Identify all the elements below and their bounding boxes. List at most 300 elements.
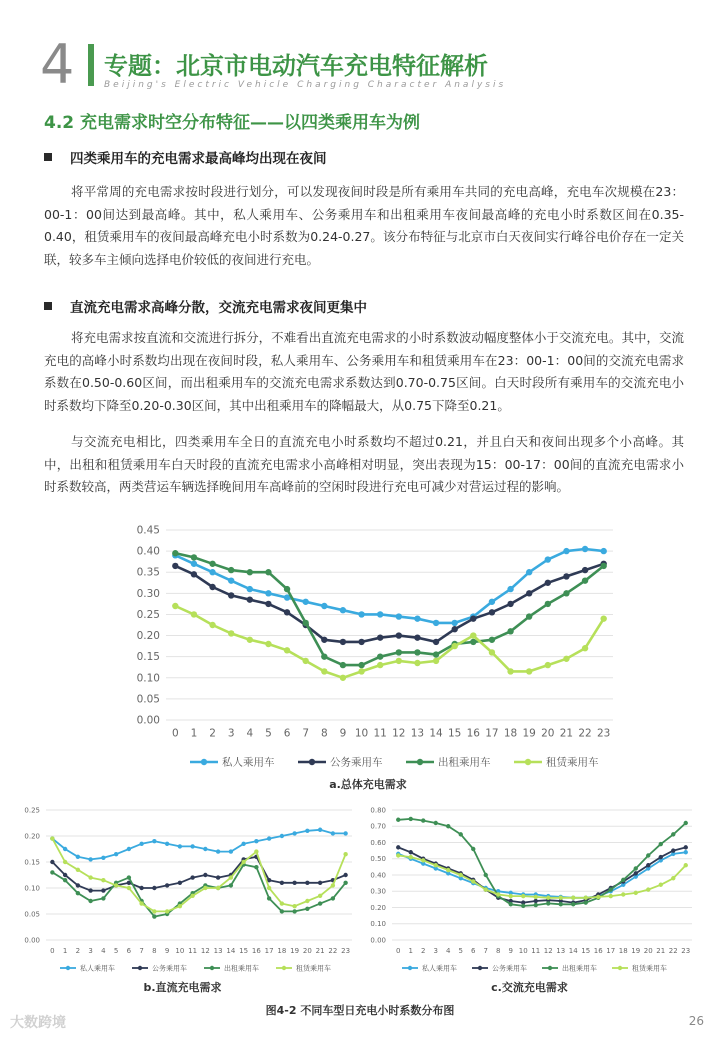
x-tick-label: 0 <box>50 947 55 955</box>
legend-marker <box>417 759 423 765</box>
data-point <box>190 894 194 898</box>
data-point <box>318 901 322 905</box>
x-tick-label: 1 <box>408 947 413 955</box>
data-point <box>563 573 569 579</box>
data-point <box>331 896 335 900</box>
legend-marker <box>548 966 552 970</box>
series-line <box>175 564 603 642</box>
x-tick-label: 9 <box>508 947 513 955</box>
x-tick-label: 20 <box>643 947 653 955</box>
data-point <box>459 873 463 877</box>
x-tick-label: 0 <box>171 727 179 740</box>
data-point <box>292 909 296 913</box>
page-number: 26 <box>688 1014 704 1028</box>
data-point <box>152 886 156 890</box>
data-point <box>409 855 413 859</box>
y-tick-label: 0.05 <box>136 693 160 706</box>
data-point <box>209 622 215 628</box>
data-point <box>321 653 327 659</box>
x-tick-label: 0 <box>396 947 401 955</box>
x-tick-label: 13 <box>213 947 223 955</box>
legend-marker <box>66 966 70 970</box>
x-tick-label: 14 <box>568 947 578 955</box>
data-point <box>152 839 156 843</box>
x-tick-label: 4 <box>246 727 254 740</box>
data-point <box>358 611 364 617</box>
data-point <box>63 847 67 851</box>
data-point <box>521 904 525 908</box>
data-point <box>88 875 92 879</box>
data-point <box>509 902 513 906</box>
data-point <box>634 891 638 895</box>
data-point <box>582 645 588 651</box>
x-tick-label: 2 <box>209 727 216 740</box>
x-tick-label: 6 <box>471 947 476 955</box>
data-point <box>241 860 245 864</box>
data-point <box>571 902 575 906</box>
data-point <box>302 620 308 626</box>
data-point <box>433 620 439 626</box>
data-point <box>396 632 402 638</box>
y-tick-label: 0.20 <box>136 630 160 643</box>
data-point <box>446 824 450 828</box>
data-point <box>507 668 513 674</box>
data-point <box>634 871 638 875</box>
data-point <box>433 639 439 645</box>
data-point <box>600 563 606 569</box>
data-point <box>321 603 327 609</box>
x-tick-label: 3 <box>433 947 438 955</box>
data-point <box>489 599 495 605</box>
data-point <box>571 896 575 900</box>
paragraph-3: 与交流充电相比，四类乘用车全日的直流充电小时系数均不超过0.21，并且白天和夜间出现多个小高峰。其中，出租和租赁乘用车白天时段的直流充电需求小高峰相对明显，突出表现为15：00-17：00间的直流充电需求小时系数较高，两类营运车辆选择晚间用车高峰前的空闲时段进行充电可减少对营运过程的影响。 <box>44 434 684 494</box>
x-tick-label: 23 <box>681 947 691 955</box>
legend-label: 私人乘用车 <box>80 964 115 973</box>
data-point <box>377 634 383 640</box>
legend-marker <box>408 966 412 970</box>
x-tick-label: 22 <box>668 947 678 955</box>
data-point <box>88 857 92 861</box>
x-tick-label: 22 <box>328 947 338 955</box>
data-point <box>526 668 532 674</box>
x-tick-label: 5 <box>113 947 119 955</box>
data-point <box>534 903 538 907</box>
series-line <box>175 553 603 665</box>
x-tick-label: 15 <box>448 727 462 740</box>
data-point <box>534 895 538 899</box>
data-point <box>489 649 495 655</box>
data-point <box>101 856 105 860</box>
data-point <box>343 881 347 885</box>
data-point <box>459 832 463 836</box>
x-tick-label: 23 <box>597 727 611 740</box>
data-point <box>377 611 383 617</box>
data-point <box>396 613 402 619</box>
data-point <box>267 836 271 840</box>
data-point <box>414 649 420 655</box>
data-point <box>172 550 178 556</box>
y-tick-label: 0.80 <box>370 806 386 815</box>
x-tick-label: 10 <box>175 947 185 955</box>
data-point <box>292 831 296 835</box>
data-point <box>331 883 335 887</box>
data-point <box>563 656 569 662</box>
data-point <box>471 879 475 883</box>
y-tick-label: 0.10 <box>136 672 160 685</box>
data-point <box>318 828 322 832</box>
data-point <box>559 896 563 900</box>
x-tick-label: 12 <box>200 947 210 955</box>
data-point <box>229 875 233 879</box>
legend-label: 公务乘用车 <box>152 964 187 973</box>
data-point <box>63 860 67 864</box>
data-point <box>546 901 550 905</box>
data-point <box>50 870 54 874</box>
data-point <box>50 860 54 864</box>
data-point <box>139 842 143 846</box>
y-tick-label: 0.10 <box>24 884 40 893</box>
data-point <box>321 668 327 674</box>
legend-marker <box>309 759 315 765</box>
x-tick-label: 6 <box>283 727 291 740</box>
data-point <box>216 875 220 879</box>
x-tick-label: 6 <box>126 947 132 955</box>
data-point <box>421 818 425 822</box>
data-point <box>659 842 663 846</box>
data-point <box>409 817 413 821</box>
data-point <box>228 577 234 583</box>
data-point <box>621 892 625 896</box>
y-tick-label: 0.10 <box>370 920 386 929</box>
data-point <box>267 886 271 890</box>
y-tick-label: 0.00 <box>370 936 386 945</box>
x-tick-label: 16 <box>593 947 603 955</box>
data-point <box>584 900 588 904</box>
chart-dc-demand <box>10 800 355 980</box>
y-tick-label: 0.30 <box>370 887 386 896</box>
data-point <box>172 563 178 569</box>
data-point <box>178 844 182 848</box>
data-point <box>434 821 438 825</box>
data-point <box>292 881 296 885</box>
data-point <box>496 892 500 896</box>
bullet-text: 四类乘用车的充电需求最高峰均出现在夜间 <box>70 151 327 167</box>
data-point <box>609 894 613 898</box>
data-point <box>265 569 271 575</box>
data-point <box>377 662 383 668</box>
data-point <box>414 660 420 666</box>
data-point <box>292 904 296 908</box>
data-point <box>451 620 457 626</box>
data-point <box>280 901 284 905</box>
data-point <box>254 865 258 869</box>
x-tick-label: 3 <box>88 947 93 955</box>
data-point <box>582 577 588 583</box>
x-tick-label: 19 <box>631 947 641 955</box>
legend-marker <box>618 966 622 970</box>
data-point <box>396 649 402 655</box>
x-tick-label: 21 <box>559 727 574 740</box>
data-point <box>280 881 284 885</box>
x-tick-label: 10 <box>354 727 369 740</box>
data-point <box>470 615 476 621</box>
x-tick-label: 19 <box>522 727 536 740</box>
x-tick-label: 23 <box>341 947 351 955</box>
data-point <box>609 887 613 891</box>
data-point <box>489 637 495 643</box>
data-point <box>646 853 650 857</box>
data-point <box>63 873 67 877</box>
x-tick-label: 18 <box>618 947 628 955</box>
data-point <box>507 628 513 634</box>
chapter-title: 专题：北京市电动汽车充电特征解析 <box>104 52 488 80</box>
data-point <box>545 580 551 586</box>
y-tick-label: 0.70 <box>370 822 386 831</box>
x-tick-label: 17 <box>264 947 274 955</box>
legend-marker <box>210 966 214 970</box>
data-point <box>228 567 234 573</box>
bullet-heading-1 <box>44 147 327 167</box>
data-point <box>203 873 207 877</box>
figure-title: 图4-2 不同车型日充电小时系数分布图 <box>265 1004 455 1017</box>
x-tick-label: 17 <box>606 947 616 955</box>
data-point <box>127 875 131 879</box>
x-tick-label: 9 <box>339 727 347 740</box>
data-point <box>659 883 663 887</box>
data-point <box>546 896 550 900</box>
y-tick-label: 0.15 <box>136 651 160 664</box>
data-point <box>229 849 233 853</box>
y-tick-label: 0.45 <box>136 524 160 537</box>
data-point <box>470 639 476 645</box>
data-point <box>88 899 92 903</box>
data-point <box>191 554 197 560</box>
data-point <box>254 849 258 853</box>
data-point <box>634 866 638 870</box>
data-point <box>76 868 80 872</box>
y-tick-label: 0.20 <box>24 832 40 841</box>
data-point <box>396 845 400 849</box>
x-tick-label: 7 <box>302 727 310 740</box>
data-point <box>343 852 347 856</box>
data-point <box>559 902 563 906</box>
x-tick-label: 15 <box>581 947 591 955</box>
data-point <box>396 658 402 664</box>
legend-label: 租赁乘用车 <box>632 964 667 973</box>
data-point <box>190 844 194 848</box>
data-point <box>228 592 234 598</box>
x-tick-label: 16 <box>466 727 480 740</box>
x-tick-label: 9 <box>164 947 170 955</box>
x-tick-label: 18 <box>503 727 518 740</box>
data-point <box>396 818 400 822</box>
data-point <box>247 637 253 643</box>
legend-label: 私人乘用车 <box>422 964 457 973</box>
data-point <box>684 821 688 825</box>
bullet-text: 直流充电需求高峰分散，交流充电需求夜间更集中 <box>70 300 367 316</box>
x-tick-label: 13 <box>410 727 425 740</box>
data-point <box>284 609 290 615</box>
x-tick-label: 21 <box>315 947 325 955</box>
legend-marker <box>478 966 482 970</box>
data-point <box>358 662 364 668</box>
bullet-square-icon <box>44 153 52 161</box>
y-tick-label: 0.50 <box>370 855 386 864</box>
legend-label: 出租乘用车 <box>562 964 597 973</box>
data-point <box>280 834 284 838</box>
data-point <box>358 668 364 674</box>
x-tick-label: 17 <box>485 727 499 740</box>
x-tick-label: 1 <box>62 947 68 955</box>
x-tick-label: 1 <box>190 727 198 740</box>
x-tick-label: 11 <box>188 947 198 955</box>
x-tick-label: 16 <box>251 947 261 955</box>
data-point <box>470 632 476 638</box>
data-point <box>241 842 245 846</box>
legend-label: 公务乘用车 <box>330 756 383 769</box>
data-point <box>451 626 457 632</box>
x-tick-label: 7 <box>139 947 144 955</box>
data-point <box>165 909 169 913</box>
data-point <box>526 590 532 596</box>
x-tick-label: 15 <box>239 947 249 955</box>
x-tick-label: 8 <box>320 727 328 740</box>
data-point <box>582 567 588 573</box>
data-point <box>101 896 105 900</box>
chart-ac-demand <box>362 800 697 980</box>
data-point <box>76 891 80 895</box>
chart-b-caption: b.直流充电需求 <box>143 981 222 994</box>
chart-c-caption: c.交流充电需求 <box>491 981 568 994</box>
data-point <box>63 878 67 882</box>
y-tick-label: 0.30 <box>136 587 160 600</box>
data-point <box>446 868 450 872</box>
data-point <box>247 569 253 575</box>
data-point <box>340 662 346 668</box>
data-point <box>50 836 54 840</box>
data-point <box>302 599 308 605</box>
data-point <box>584 896 588 900</box>
chart-a-caption: a.总体充电需求 <box>329 778 407 791</box>
y-tick-label: 0.20 <box>370 903 386 912</box>
data-point <box>509 894 513 898</box>
x-tick-label: 8 <box>152 947 157 955</box>
data-point <box>421 858 425 862</box>
x-tick-label: 4 <box>446 947 451 955</box>
data-point <box>600 615 606 621</box>
data-point <box>172 603 178 609</box>
data-point <box>377 653 383 659</box>
data-point <box>433 651 439 657</box>
x-tick-label: 5 <box>265 727 272 740</box>
series-line <box>398 819 686 906</box>
bullet-heading-2 <box>44 296 367 316</box>
y-tick-label: 0.25 <box>136 608 160 621</box>
x-tick-label: 20 <box>302 947 312 955</box>
chapter-divider <box>88 44 94 86</box>
chart-total-demand <box>118 518 618 770</box>
data-point <box>521 894 525 898</box>
paragraph-2: 将充电需求按直流和交流进行拆分，不难看出直流充电需求的小时系数波动幅度整体小于交流充电。其中，交流充电的高峰小时系数均出现在夜间时段，私人乘用车、公务乘用车和租赁乘用车在23：00-1：00间的交流充电需求系数在0.50-0.60区间，而出租乘用车的交流充电需求系数达到0.70-0.75区间。白天时段所有乘用车的交流充电小时系数均下降至0.20-0.30区间，其中出租乘用车的降幅最大，从0.75下降至0.21。 <box>44 330 684 413</box>
data-point <box>88 888 92 892</box>
data-point <box>165 883 169 887</box>
legend-label: 私人乘用车 <box>222 756 275 769</box>
data-point <box>305 881 309 885</box>
data-point <box>178 904 182 908</box>
data-point <box>659 855 663 859</box>
chapter-subtitle: Beijing's Electric Vehicle Charging Character Analysis <box>104 80 507 90</box>
data-point <box>340 675 346 681</box>
x-tick-label: 7 <box>483 947 488 955</box>
data-point <box>191 571 197 577</box>
data-point <box>216 886 220 890</box>
data-point <box>671 876 675 880</box>
data-point <box>318 881 322 885</box>
y-tick-label: 0.40 <box>370 871 386 880</box>
x-tick-label: 12 <box>392 727 406 740</box>
legend-label: 出租乘用车 <box>438 756 491 769</box>
data-point <box>305 899 309 903</box>
bullet-square-icon <box>44 302 52 310</box>
data-point <box>545 556 551 562</box>
data-point <box>484 873 488 877</box>
data-point <box>414 615 420 621</box>
x-tick-label: 2 <box>75 947 81 955</box>
data-point <box>396 853 400 857</box>
data-point <box>526 569 532 575</box>
chapter-number: 4 <box>40 33 75 96</box>
data-point <box>191 611 197 617</box>
data-point <box>340 639 346 645</box>
data-point <box>247 586 253 592</box>
data-point <box>671 832 675 836</box>
data-point <box>433 658 439 664</box>
data-point <box>471 847 475 851</box>
x-tick-label: 20 <box>541 727 555 740</box>
x-tick-label: 19 <box>290 947 300 955</box>
data-point <box>284 647 290 653</box>
data-point <box>152 909 156 913</box>
y-tick-label: 0.05 <box>24 910 40 919</box>
data-point <box>671 848 675 852</box>
data-point <box>190 875 194 879</box>
y-tick-label: 0.15 <box>24 858 40 867</box>
data-point <box>321 637 327 643</box>
data-point <box>534 899 538 903</box>
data-point <box>76 883 80 887</box>
data-point <box>114 883 118 887</box>
y-tick-label: 0.60 <box>370 838 386 847</box>
legend-marker <box>282 966 286 970</box>
data-point <box>139 901 143 905</box>
y-tick-label: 0.00 <box>136 714 160 727</box>
data-point <box>684 863 688 867</box>
data-point <box>545 662 551 668</box>
data-point <box>507 601 513 607</box>
data-point <box>684 845 688 849</box>
legend-label: 租赁乘用车 <box>296 964 331 973</box>
data-point <box>507 586 513 592</box>
x-tick-label: 8 <box>496 947 501 955</box>
data-point <box>267 896 271 900</box>
x-tick-label: 10 <box>518 947 528 955</box>
data-point <box>203 847 207 851</box>
data-point <box>526 613 532 619</box>
data-point <box>596 895 600 899</box>
y-tick-label: 0.35 <box>136 566 160 579</box>
series-line <box>52 830 345 860</box>
paragraph-1: 将平常周的充电需求按时段进行划分，可以发现夜间时段是所有乘用车共同的充电高峰，充电车次规模在23：00-1：00间达到最高峰。其中，私人乘用车、公务乘用车和出租乘用车夜间最高峰的充电小时系数区间在0.35-0.40，租赁乘用车的夜间最高峰充电小时系数为0.24-0.27。该分布特征与北京市白天夜间实行峰谷电价存在一定关联，较多车主倾向选择电价较低的夜间进行充电。 <box>44 184 684 267</box>
